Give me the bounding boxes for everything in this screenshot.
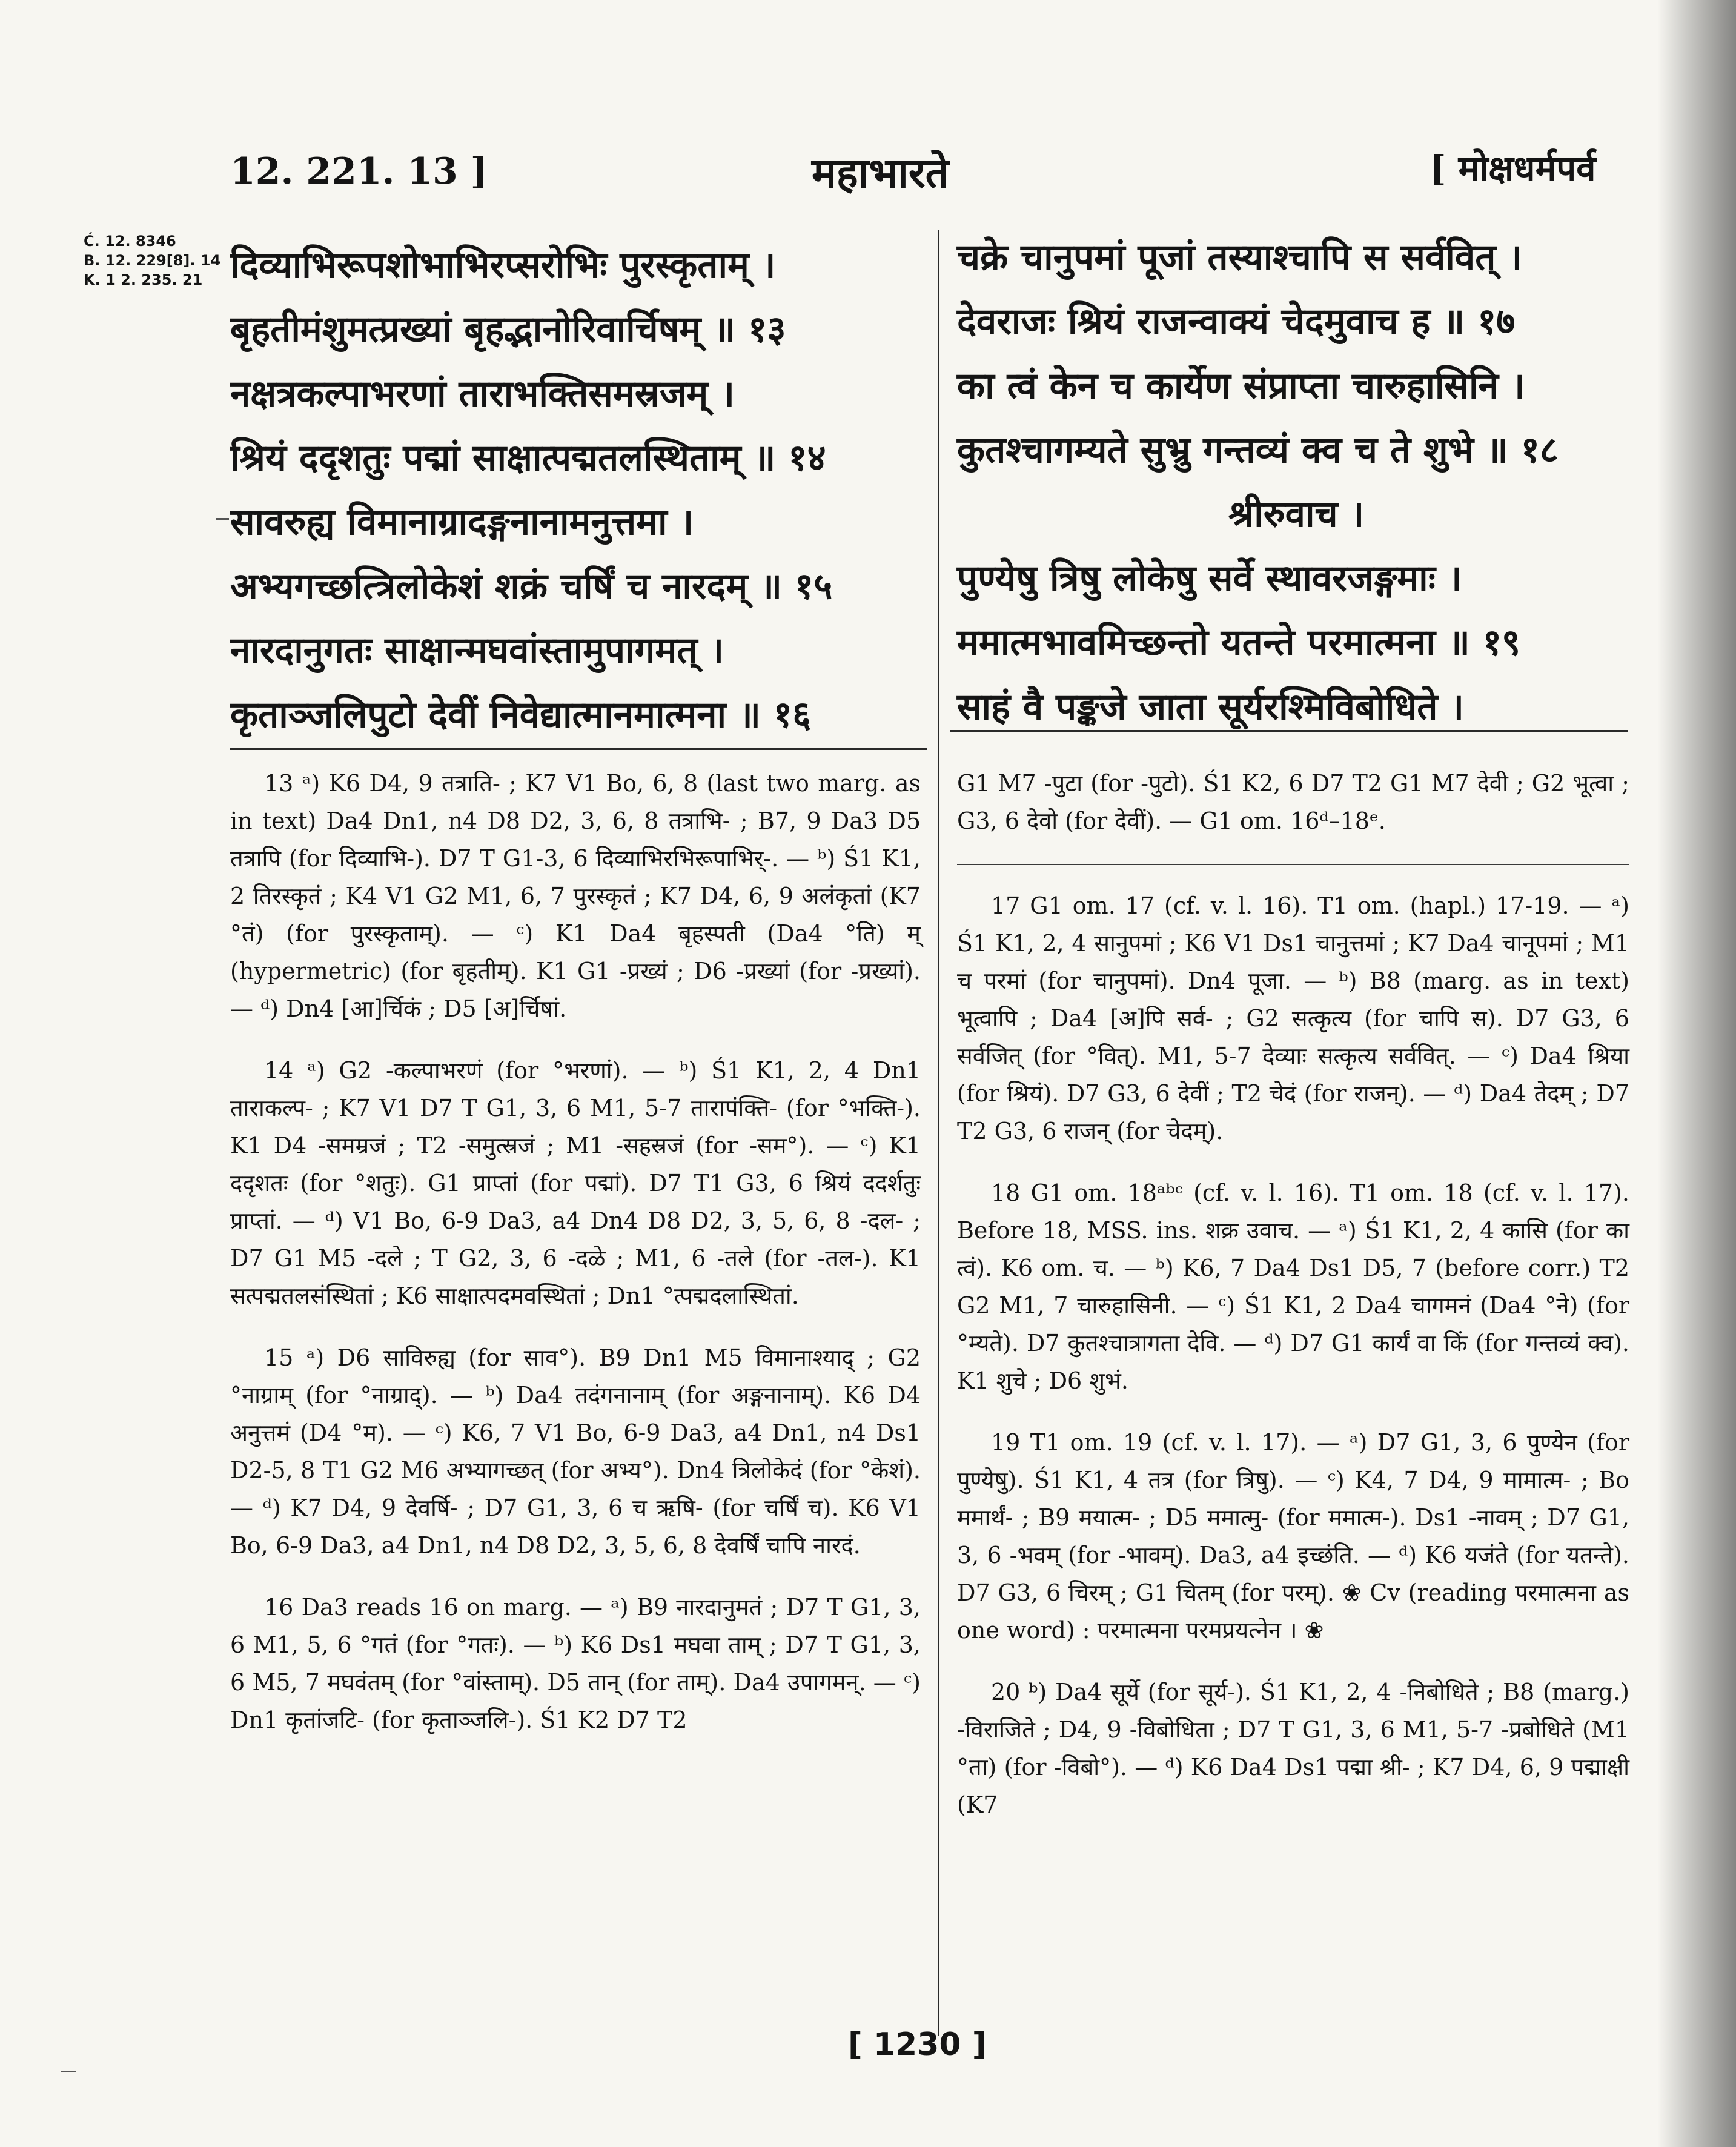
verse-line: नारदानुगतः साक्षान्मघवांस्तामुपागमत् । (230, 629, 724, 672)
verse-line: नक्षत्रकल्पाभरणां ताराभक्तिसमस्रजम् । (230, 373, 735, 415)
verse-line: पुण्येषु त्रिषु लोकेषु सर्वे स्थावरजङ्गमाः । (957, 557, 1462, 600)
concordance-references (84, 231, 220, 290)
note-separator (957, 864, 1629, 865)
verse-column-right (957, 225, 1635, 739)
verse-line: दिव्याभिरूपशोभाभिरप्सरोभिः पुरस्कृताम् । (230, 244, 776, 287)
verse-line: सावरुह्य विमानाग्रादङ्गनानामनुत्तमा । (230, 501, 694, 543)
verse-line: चक्रे चानुपमां पूजां तस्याश्चापि स सर्ववित् । (957, 236, 1523, 279)
scan-mark (216, 518, 229, 520)
variant-note-18: 18 G1 om. 18ᵃᵇᶜ (cf. v. l. 16). T1 om. 18 (cf. v. l. 17). Before 18, MSS. ins. शक्र उवाच. — ᵃ) Ś1 K1, 2, 4 कासि (for का त्वं). K6 om. च. — ᵇ) K6, 7 Da4 Ds1 D5, 7 (before corr.) T2 G2 M1, 7 चारुहासिनी. — ᶜ) Ś1 K1, 2 Da4 चागमनं (Da4 °ने) (for °म्यते). D7 कुतश्चात्रागता देवि. — ᵈ) D7 G1 कार्यं वा किं (for गन्तव्यं क्व). K1 शुचे ; D6 शुभं. (957, 1180, 1629, 1394)
concordance-ref: K. 1 2. 235. 21 (84, 271, 203, 288)
verse-line: बृहतीमंशुमत्प्रख्यां बृहद्भानोरिवार्चिषम् ॥ १३ (230, 308, 786, 351)
variant-note-16-continued: G1 M7 -पुटा (for -पुटो). Ś1 K2, 6 D7 T2 G1 M7 देवी ; G2 भूत्वा ; G3, 6 देवो (for देवीं). — G1 om. 16ᵈ–18ᵉ. (957, 770, 1629, 834)
page-edge-shadow (1657, 0, 1736, 2147)
verse-line: का त्वं केन च कार्येण संप्राप्ता चारुहासिनि । (957, 365, 1525, 407)
variant-note-14: 14 ᵃ) G2 -कल्पाभरणं (for °भरणां). — ᵇ) Ś1 K1, 2, 4 Dn1 ताराकल्प- ; K7 V1 D7 T G1, 3, 6 M1, 5-7 तारापंक्ति- (for °भक्ति-). K1 D4 -समम्रजं ; T2 -समुत्स्रजं ; M1 -सहस्रजं (for -सम°). — ᶜ) K1 ददृशतः (for °शतुः). G1 प्राप्तां (for पद्मां). D7 T1 G3, 6 श्रियं ददर्शतुः प्राप्तां. — ᵈ) V1 Bo, 6-9 Da3, a4 Dn4 D8 D2, 3, 5, 6, 8 -दल- ; D7 G1 M5 -दले ; T G2, 3, 6 -दळे ; M1, 6 -तले (for -तल-). K1 सत्पद्मतलसंस्थितां ; K6 साक्षात्पदमवस्थितां ; Dn1 °त्पद्मदलास्थितां. (230, 1057, 921, 1309)
verse-line: देवराजः श्रियं राजन्वाक्यं चेदमुवाच ह ॥ १७ (957, 300, 1516, 343)
variant-note-15: 15 ᵃ) D6 साविरुह्य (for साव°). B9 Dn1 M5 विमानाश्याद् ; G2 °नाग्राम् (for °नाग्राद्). — ᵇ) Da4 तदंगनानाम् (for अङ्गनानाम्). K6 D4 अनुत्तमं (D4 °म). — ᶜ) K6, 7 V1 Bo, 6-9 Da3, a4 Dn1, n4 Ds1 D2-5, 8 T1 G2 M6 अभ्यागच्छत् (for अभ्य°). Dn4 त्रिलोकेदं (for °केशं). — ᵈ) K7 D4, 9 देवर्षि- ; D7 G1, 3, 6 च ऋषि- (for चर्षिं च). K6 V1 Bo, 6-9 Da3, a4 Dn1, n4 D8 D2, 3, 5, 6, 8 देवर्षिं चापि नारदं. (230, 1344, 921, 1559)
running-head-section: [ मोक्षधर्मपर्व (1430, 148, 1596, 189)
text-notes-divider-left (230, 748, 927, 750)
speaker-heading: श्रीरुवाच । (1228, 493, 1365, 536)
variant-note-13: 13 ᵃ) K6 D4, 9 तत्राति- ; K7 V1 Bo, 6, 8 (last two marg. as in text) Da4 Dn1, n4 D8 D2, 3, 6, 8 तत्राभि- ; B7, 9 Da3 D5 तत्रापि (for दिव्याभि-). D7 T G1-3, 6 दिव्याभिरभिरूपाभिर्-. — ᵇ) Ś1 K1, 2 तिरस्कृतं ; K4 V1 G2 M1, 6, 7 पुरस्कृतं ; K7 D4, 6, 9 अलंकृतां (K7 °तं) (for पुरस्कृताम्). — ᶜ) K1 Da4 बृहस्पती (Da4 °ति) म् (hypermetric) (for बृहतीम्). K1 G1 -प्रख्यं ; D6 -प्रख्यां (for -प्रख्यां). — ᵈ) Dn4 [आ]र्चिकं ; D5 [अ]र्चिषां. (230, 770, 921, 1022)
column-divider (938, 230, 939, 2036)
verse-column-left (230, 233, 927, 747)
page-number: [ 1230 ] (848, 2026, 987, 2063)
verse-line: श्रियं ददृशतुः पद्मां साक्षात्पद्मतलस्थिताम् ॥ १४ (230, 437, 826, 479)
scan-mark (61, 2071, 76, 2072)
running-head-reference: 12. 221. 13 ] (230, 150, 488, 193)
concordance-ref: Ć. 12. 8346 (84, 233, 176, 250)
verse-line: कृताञ्जलिपुटो देवीं निवेद्यात्मानमात्मना ॥ १६ (230, 694, 812, 736)
variant-note-19: 19 T1 om. 19 (cf. v. l. 17). — ᵃ) D7 G1, 3, 6 पुण्येन (for पुण्येषु). Ś1 K1, 4 तत्र (for त्रिषु). — ᶜ) K4, 7 D4, 9 मामात्म- ; Bo ममार्थं- ; B9 मयात्म- ; D5 ममात्मु- (for ममात्म-). Ds1 -नावम् ; D7 G1, 3, 6 -भवम् (for -भावम्). Da3, a4 इच्छंति. — ᵈ) K6 यजंते (for यतन्ते). D7 G3, 6 चिरम् ; G1 चितम् (for परम्). ❀ Cv (reading परमात्मना as one word) : परमात्मना परमप्रयत्नेन । ❀ (957, 1429, 1629, 1644)
verse-line: साहं वै पङ्कजे जाता सूर्यरश्मिविबोधिते । (957, 686, 1465, 728)
verse-line: अभ्यगच्छत्त्रिलोकेशं शक्रं चर्षिं च नारदम् ॥ १५ (230, 565, 833, 608)
variant-note-17: 17 G1 om. 17 (cf. v. l. 16). T1 om. (hapl.) 17-19. — ᵃ) Ś1 K1, 2, 4 सानुपमां ; K6 V1 Ds1 चानुत्तमां ; K7 Da4 चानूपमां ; M1 च परमां (for चानुपमां). Dn4 पूजा. — ᵇ) B8 (marg. as in text) भूत्वापि ; Da4 [अ]पि सर्व- ; G2 सत्कृत्य (for चापि स). D7 G3, 6 सर्वजित् (for °वित्). M1, 5-7 देव्याः सत्कृत्य सर्ववित्. — ᶜ) Da4 श्रिया (for श्रियं). D7 G3, 6 देवीं ; T2 चेदं (for राजन्). — ᵈ) Da4 तेदम् ; D7 T2 G3, 6 राजन् (for चेदम्). (957, 892, 1629, 1144)
concordance-ref: B. 12. 229[8]. 14 (84, 252, 221, 269)
variant-note-20: 20 ᵇ) Da4 सूर्ये (for सूर्य-). Ś1 K1, 2, 4 -निबोधिते ; B8 (marg.) -विराजिते ; D4, 9 -विबोधिता ; D7 T G1, 3, 6 M1, 5-7 -प्रबोधिते (M1 °ता) (for -विबो°). — ᵈ) K6 Da4 Ds1 पद्मा श्री- ; K7 D4, 6, 9 पद्माक्षी (K7 (957, 1679, 1629, 1818)
verse-line: कुतश्चागम्यते सुभ्रु गन्तव्यं क्व च ते शुभे ॥ १८ (957, 429, 1559, 471)
critical-notes-left (230, 765, 921, 1763)
running-head-title: महाभारते (812, 149, 949, 197)
variant-note-16: 16 Da3 reads 16 on marg. — ᵃ) B9 नारदानुमतं ; D7 T G1, 3, 6 M1, 5, 6 °गतं (for °गतः). — ᵇ) K6 Ds1 मघवा ताम् ; D7 T G1, 3, 6 M5, 7 मघवंतम् (for °वांस्ताम्). D5 तान् (for ताम्). Da4 उपागमन्. — ᶜ) Dn1 कृतांजटि- (for कृताञ्जलि-). Ś1 K2 D7 T2 (230, 1594, 921, 1733)
verse-line: ममात्मभावमिच्छन्तो यतन्ते परमात्मना ॥ १९ (957, 622, 1521, 664)
critical-notes-right (957, 765, 1629, 1848)
